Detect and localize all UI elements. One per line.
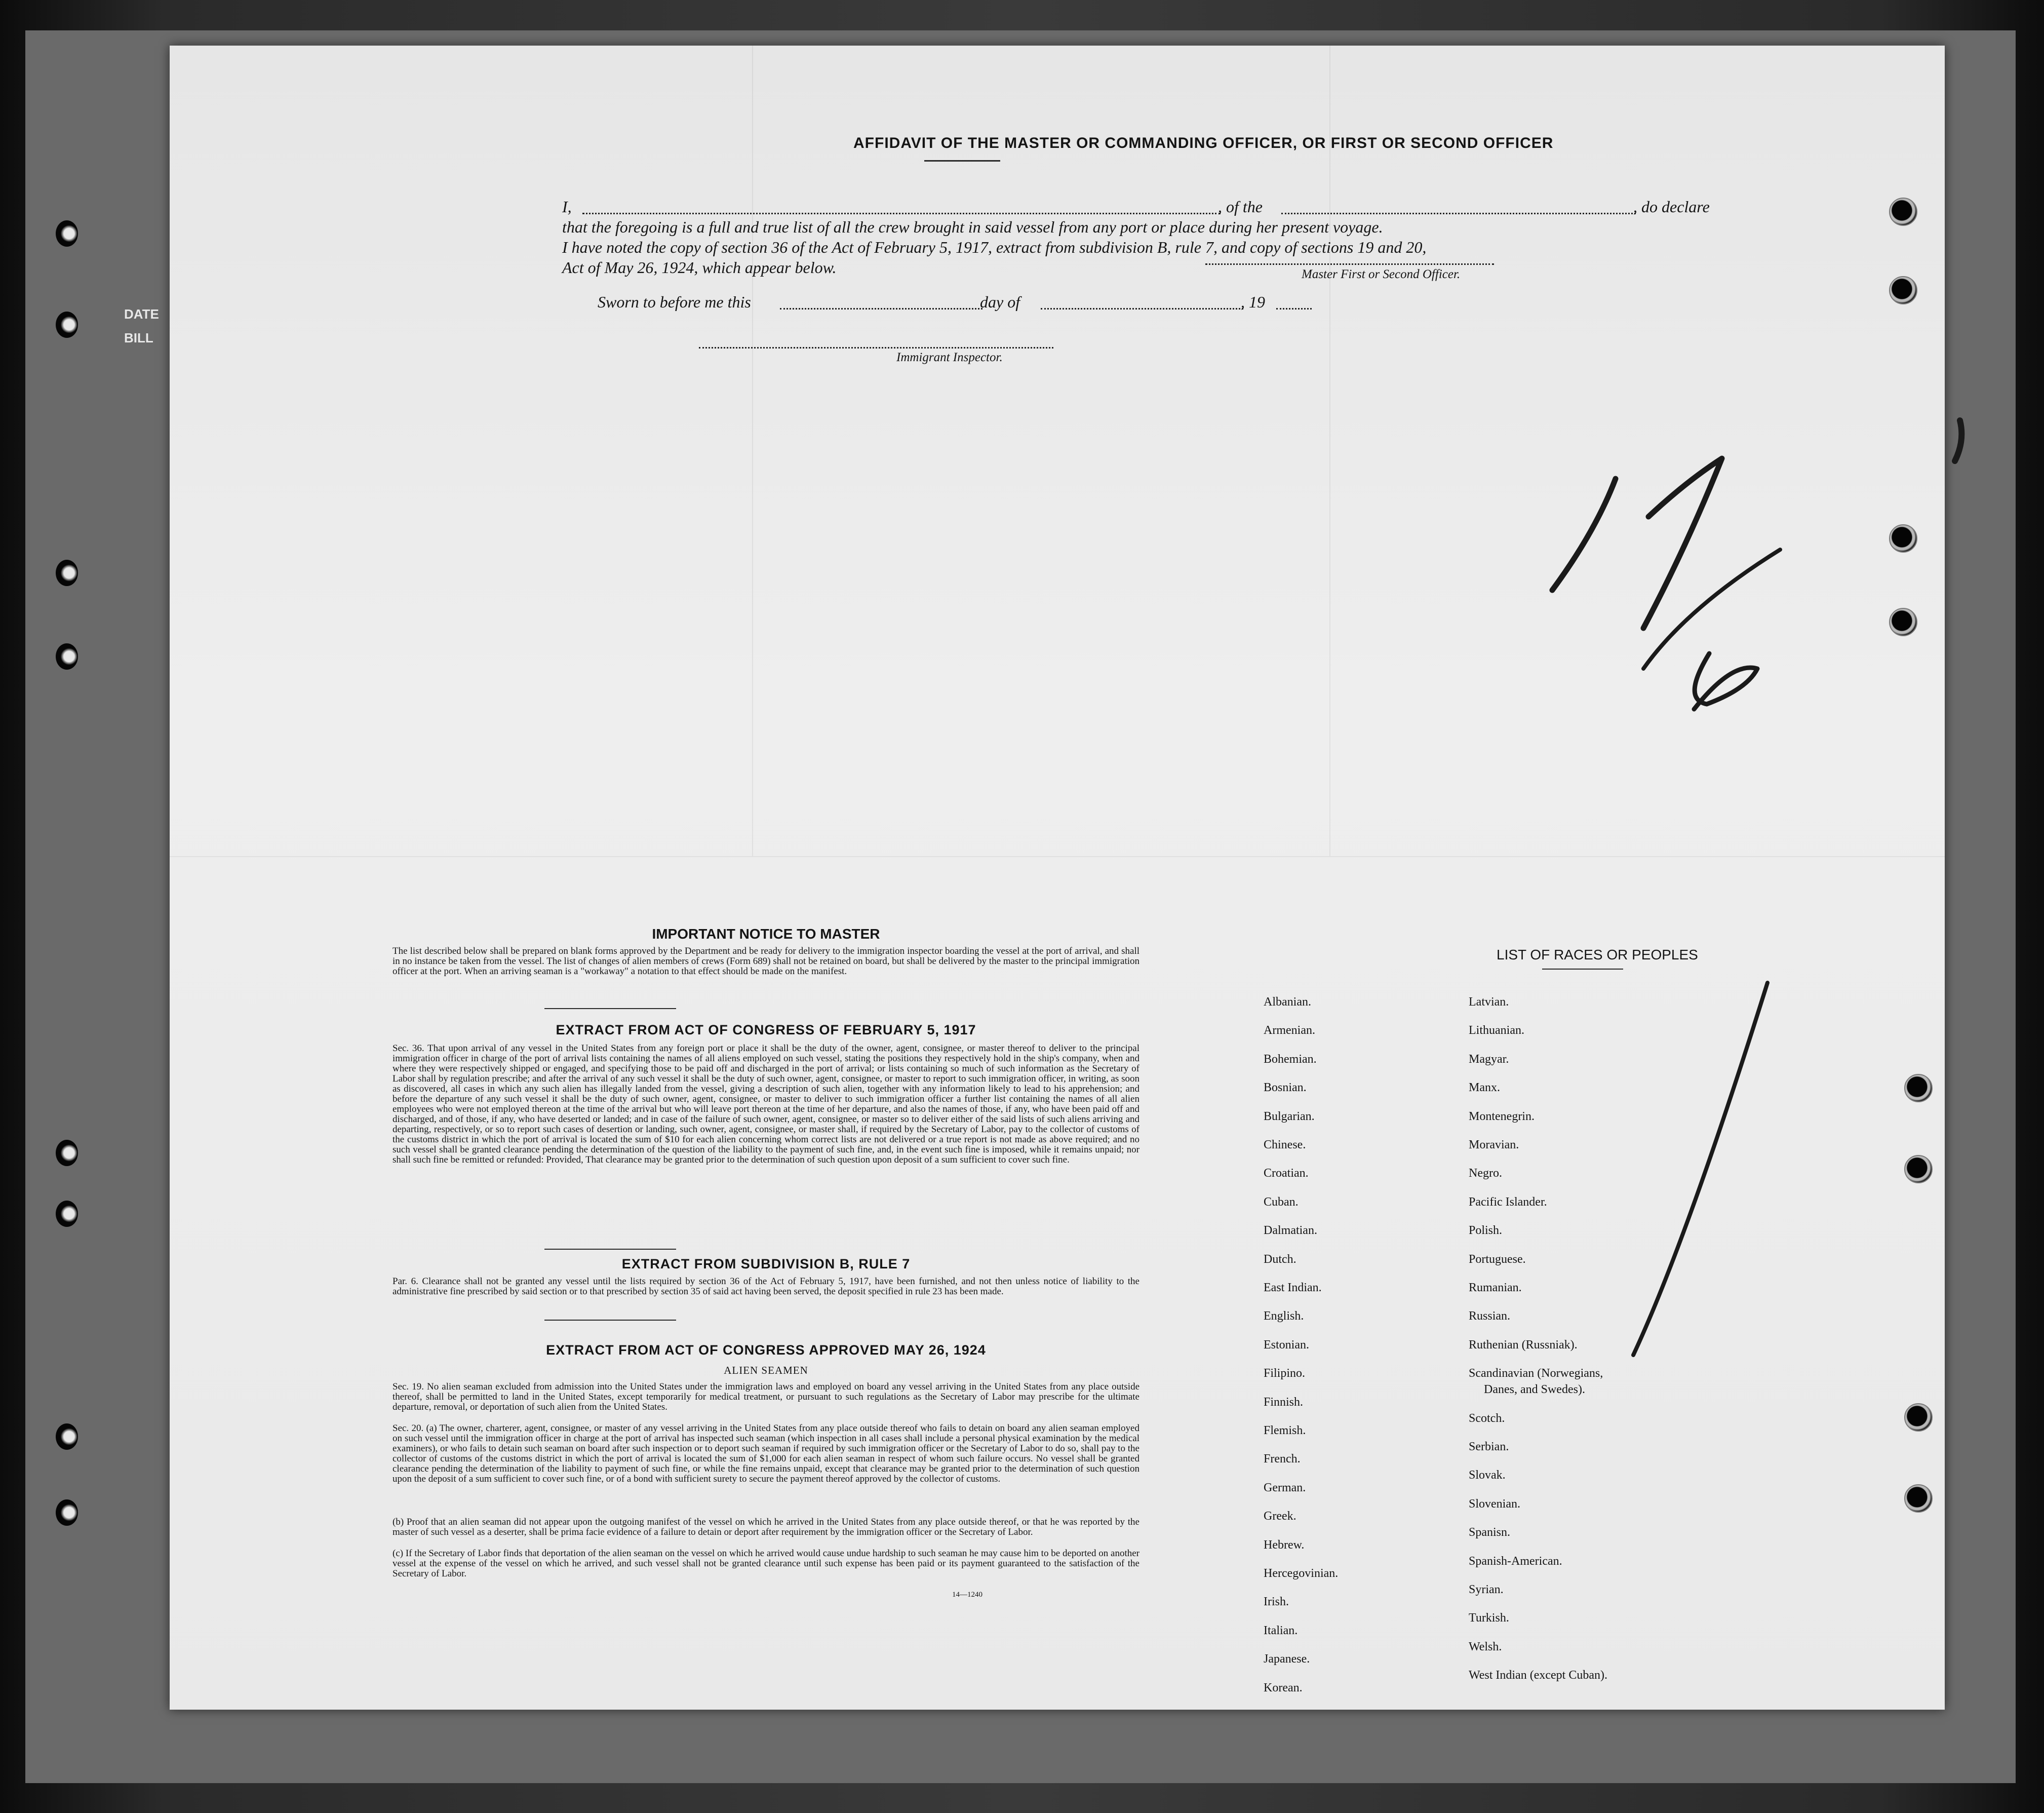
fold-line <box>170 856 1945 857</box>
race-item: Turkish. <box>1469 1611 1509 1625</box>
race-item: Dalmatian. <box>1264 1224 1317 1238</box>
race-item: Syrian. <box>1469 1583 1504 1596</box>
race-item: Slovenian. <box>1469 1497 1520 1511</box>
race-item: Flemish. <box>1264 1424 1306 1437</box>
race-item: Moravian. <box>1469 1138 1519 1151</box>
race-item: Magyar. <box>1469 1052 1509 1066</box>
race-item: Montenegrin. <box>1469 1109 1535 1123</box>
race-item: Polish. <box>1469 1224 1503 1238</box>
race-item: Ruthenian (Russniak). <box>1469 1338 1578 1352</box>
punch-hole <box>56 1499 78 1526</box>
races-title: LIST OF RACES OR PEOPLES <box>1497 947 1698 962</box>
manifest-sheet <box>170 46 1945 1710</box>
affidavit-line-3: I have noted the copy of section 36 of the Act of February 5, 1917, extract from subdivision B, rule 7, and copy of sections 19 and 20, <box>562 238 1427 256</box>
race-item: Chinese. <box>1264 1138 1306 1151</box>
race-item: West Indian (except Cuban). <box>1469 1669 1607 1682</box>
race-item: Bulgarian. <box>1264 1109 1315 1123</box>
extract-1924-subtitle: ALIEN SEAMEN <box>724 1364 808 1376</box>
race-item: Rumanian. <box>1469 1281 1522 1294</box>
extract-1924-title: EXTRACT FROM ACT OF CONGRESS APPROVED MAY 26, 1924 <box>546 1342 986 1358</box>
form-number: 14—1240 <box>952 1591 982 1599</box>
master-caption: Master First or Second Officer. <box>1302 267 1461 281</box>
race-item: Filipino. <box>1264 1367 1306 1380</box>
punch-hole <box>1889 276 1917 304</box>
name-line <box>582 213 1221 214</box>
race-item: Japanese. <box>1264 1652 1310 1666</box>
race-item: Serbian. <box>1469 1440 1509 1453</box>
day-of-text: day of <box>980 293 1020 311</box>
race-item: Greek. <box>1264 1510 1296 1523</box>
divider <box>1542 969 1623 970</box>
race-item: Danes, and Swedes). <box>1484 1383 1585 1397</box>
notice-body: The list described below shall be prepared on blank forms approved by the Department and be ready for delivery to the immigration inspector boarding the vessel at the port of arrival, and shall in no instance be taken from the vessel. The list of changes of alien members of crews (Form 689) shall not be retained on board, but shall be delivered by the master to the principal immigration officer at the port. When an arriving seaman is a "workaway" a notation to that effect should be made on the manifest. <box>392 946 1139 977</box>
punch-hole <box>56 643 78 670</box>
divider <box>924 160 1000 162</box>
day-line <box>780 308 982 310</box>
punch-hole <box>1904 1484 1933 1513</box>
divider <box>544 1320 676 1321</box>
divider <box>544 1249 676 1250</box>
punch-hole <box>56 312 78 338</box>
race-item: Negro. <box>1469 1167 1502 1180</box>
race-item: Bosnian. <box>1264 1081 1307 1095</box>
fold-line <box>752 46 753 856</box>
inspector-line <box>699 347 1053 349</box>
extract-1924-sec20c: (c) If the Secretary of Labor finds that deportation of the alien seaman on the vessel on which he arrived would cause undue hardship to such seaman he may cause him to be deported on another vessel at the expense of the vessel on which he arrived, and such vessel shall not be granted clearance until such expense has been paid or its payment guaranteed to the satisfaction of the Secretary of Labor. <box>392 1548 1139 1579</box>
race-item: Cuban. <box>1264 1195 1299 1209</box>
month-line <box>1041 308 1243 310</box>
vessel-line <box>1281 213 1636 214</box>
punch-hole <box>56 1423 78 1450</box>
race-item: Welsh. <box>1469 1640 1502 1653</box>
race-item: Bohemian. <box>1264 1052 1317 1066</box>
punch-hole <box>1889 608 1917 636</box>
race-item: Latvian. <box>1469 995 1509 1009</box>
race-item: Irish. <box>1264 1595 1289 1609</box>
race-item: French. <box>1264 1452 1301 1466</box>
race-item: Russian. <box>1469 1309 1511 1323</box>
year-text: , 19 <box>1241 293 1265 311</box>
year-line <box>1276 308 1312 310</box>
punch-hole <box>56 1201 78 1227</box>
punch-hole <box>56 1140 78 1166</box>
fold-line <box>1329 46 1330 856</box>
affidavit-do-declare: , do declare <box>1633 198 1710 216</box>
race-item: Hercegovinian. <box>1264 1567 1339 1580</box>
race-item: Korean. <box>1264 1681 1303 1694</box>
race-item: Armenian. <box>1264 1024 1315 1037</box>
race-item: Dutch. <box>1264 1252 1296 1266</box>
race-item: Portuguese. <box>1469 1252 1526 1266</box>
race-item: Albanian. <box>1264 995 1311 1009</box>
extract-rule7-body: Par. 6. Clearance shall not be granted any vessel until the lists required by section 36 of the Act of February 5, 1917, have been furnished, and not then unless notice of liability to the administrative fine prescribed by said section or to that prescribed by section 35 of said act having been served, the deposit specified in rule 23 has been made. <box>392 1276 1139 1297</box>
inspector-caption: Immigrant Inspector. <box>896 351 1003 364</box>
extract-1924-sec20a: Sec. 20. (a) The owner, charterer, agent, consignee, or master of any vessel arriving in the United States from any place outside thereof who fails to detain on board any alien seaman employed on such vessel until the immigration officer in charge at the port of arrival has inspected such seaman (which inspection in all cases shall include a personal physical examination by the medical examiners), or who fails to detain such seaman on board after such inspection or to deport such seaman if required by such immigration officer or the Secretary of Labor to do so, shall pay to the collector of customs of the customs district in which the port of arrival is located the sum of $1,000 for each alien seaman in respect of whom such failure occurs. No vessel shall be granted clearance pending the determination of the liability to payment of such fine, or while the fine remains unpaid, except that clearance may be granted prior to the determination of such question upon the deposit of a sum sufficient to cover such fine, or of a bond with sufficient surety to secure the payment thereof approved by the collector of customs. <box>392 1423 1139 1484</box>
sworn-text: Sworn to before me this <box>598 293 751 311</box>
affidavit-line-4: Act of May 26, 1924, which appear below. <box>562 258 837 277</box>
signature-line <box>1205 263 1494 265</box>
margin-label-bill: BILL <box>124 330 153 345</box>
punch-hole <box>1904 1403 1933 1432</box>
race-item: East Indian. <box>1264 1281 1322 1294</box>
punch-hole <box>56 560 78 586</box>
affidavit-line-2: that the foregoing is a full and true list of all the crew brought in said vessel from any port or place during her present voyage. <box>562 218 1383 236</box>
race-item: Scotch. <box>1469 1411 1505 1425</box>
punch-hole <box>1889 524 1917 553</box>
affidavit-of-the: , of the <box>1218 198 1263 216</box>
punch-hole <box>1889 198 1917 226</box>
race-item: Spanisn. <box>1469 1526 1511 1539</box>
race-item: Manx. <box>1469 1081 1500 1095</box>
race-item: Scandinavian (Norwegians, <box>1469 1367 1603 1380</box>
notice-title: IMPORTANT NOTICE TO MASTER <box>652 926 880 942</box>
race-item: Italian. <box>1264 1624 1298 1637</box>
race-item: Lithuanian. <box>1469 1024 1524 1037</box>
divider <box>544 1008 676 1009</box>
race-item: Hebrew. <box>1264 1538 1305 1552</box>
race-item: Estonian. <box>1264 1338 1309 1352</box>
affidavit-title: AFFIDAVIT OF THE MASTER OR COMMANDING OFFICER, OR FIRST OR SECOND OFFICER <box>853 135 1554 151</box>
race-item: Pacific Islander. <box>1469 1195 1547 1209</box>
race-item: German. <box>1264 1481 1306 1494</box>
race-item: Finnish. <box>1264 1395 1304 1409</box>
extract-rule7-title: EXTRACT FROM SUBDIVISION B, RULE 7 <box>621 1256 911 1271</box>
extract-1917-body: Sec. 36. That upon arrival of any vessel in the United States from any foreign port or place it shall be the duty of the owner, agent, consignee, or master thereof to deliver to the principal immigration officer in charge of the port of arrival lists containing the names of all aliens employed on such vessel, stating the positions they respectively hold in the ship's company, when and where they were respectively shipped or engaged, and specifying those to be paid off and discharged in the port of arrival; or lists containing so much of such information as the Secretary of Labor shall by regulation prescribe; and after the arrival of any such vessel it shall be the duty of such owner, agent, consignee, or master to report to such immigration officer, in writing, as soon as discovered, all cases in which any such alien has illegally landed from the vessel, giving a description of such alien, together with any information likely to lead to his apprehension; and before the departure of any such vessel it shall be the duty of such owner, agent, consignee, or master to deliver to such immigration officer a further list containing the names of all alien employees who were not employed thereon at the time of the arrival but who will leave port thereon at the time of her departure, and also the names of those, if any, who have been paid off and discharged, and of those, if any, who have deserted or landed; and in case of the failure of such owner, agent, consignee, or master so to deliver either of the said lists of such aliens arriving and departing, respectively, or so to report such cases of desertion or landing, such owner, agent, consignee, or master shall, if required by the Secretary of Labor, pay to the collector of customs of the customs district in which the port of arrival is located the sum of $10 for each alien concerning whom correct lists are not delivered or a true report is not made as above required; and no such vessel shall be granted clearance pending the determination of the question of the liability to the payment of such fine, and, in the event such fine is imposed, while it remains unpaid; nor shall such fine be remitted or refunded: Provided, That clearance may be granted prior to the determination of such question upon deposit of a sum sufficient to cover such fine. <box>392 1043 1139 1165</box>
race-item: Spanish-American. <box>1469 1554 1562 1568</box>
extract-1924-sec19: Sec. 19. No alien seaman excluded from admission into the United States under the immigration laws and employed on board any vessel arriving in the United States from any place outside thereof, shall be permitted to land in the United States, except temporarily for medical treatment, or pursuant to such regulations as the Secretary of Labor may prescribe for the ultimate departure, removal, or deportation of such alien from the United States. <box>392 1381 1139 1412</box>
extract-1917-title: EXTRACT FROM ACT OF CONGRESS OF FEBRUARY 5, 1917 <box>556 1022 976 1037</box>
affidavit-i: I, <box>562 198 572 216</box>
punch-hole <box>56 220 78 247</box>
race-item: Slovak. <box>1469 1469 1506 1482</box>
extract-1924-sec20b: (b) Proof that an alien seaman did not appear upon the outgoing manifest of the vessel on which he arrived in the United States from any place outside thereof, or that he was reported by the master of such vessel as a deserter, shall be prima facie evidence of a failure to detain or deport after requirement by the immigration officer or the Secretary of Labor. <box>392 1517 1139 1537</box>
punch-hole <box>1904 1155 1933 1183</box>
race-item: Croatian. <box>1264 1167 1309 1180</box>
margin-label-date: DATE <box>124 306 159 322</box>
punch-hole <box>1904 1074 1933 1102</box>
race-item: English. <box>1264 1309 1304 1323</box>
